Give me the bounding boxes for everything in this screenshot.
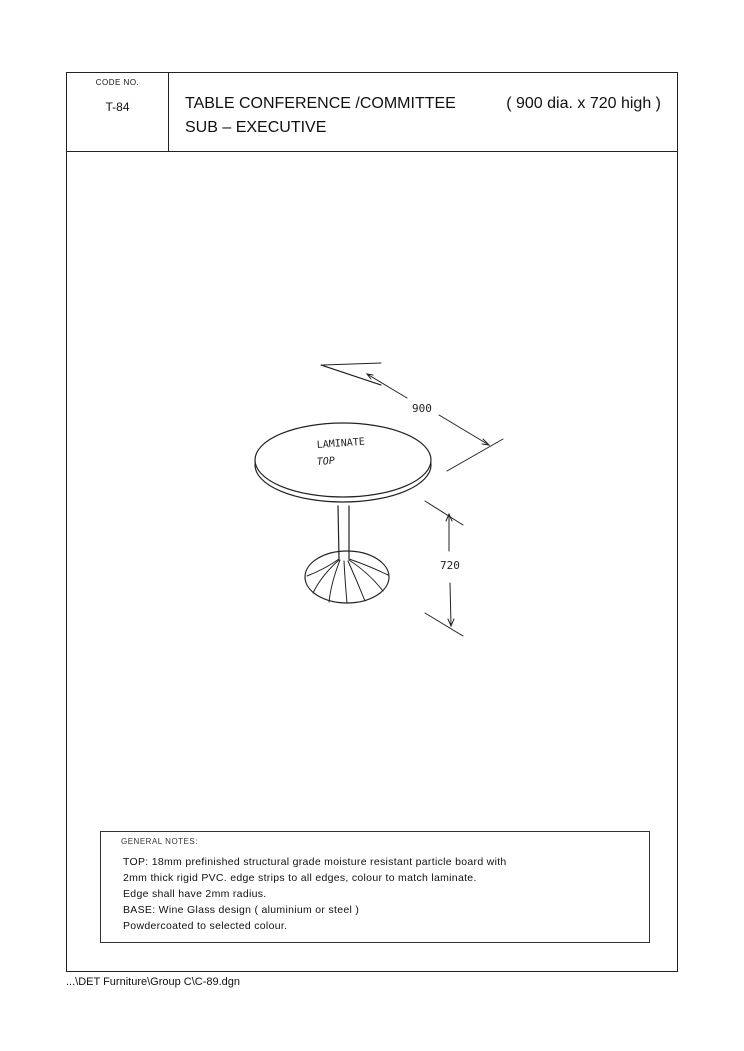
top-label: TOP [316, 455, 336, 468]
product-subtitle: SUB – EXECUTIVE [185, 119, 327, 136]
diameter-label: 900 [412, 402, 432, 415]
product-title: TABLE CONFERENCE /COMMITTEE [185, 95, 456, 112]
note-line: 2mm thick rigid PVC. edge strips to all edges, colour to match laminate. [123, 872, 477, 884]
product-dimensions: ( 900 dia. x 720 high ) [506, 95, 661, 112]
drawing-sheet [66, 72, 678, 972]
code-value: T-84 [105, 100, 130, 114]
note-line: BASE: Wine Glass design ( aluminium or steel ) [123, 904, 360, 916]
table-top [255, 423, 431, 497]
note-line: TOP: 18mm prefinished structural grade moisture resistant particle board with [123, 856, 507, 868]
general-notes [100, 831, 650, 943]
notes-title: GENERAL NOTES: [121, 837, 198, 846]
wine-glass-base [305, 551, 389, 603]
height-label: 720 [440, 559, 460, 572]
file-path: ...\DET Furniture\Group C\C-89.dgn [66, 976, 241, 988]
note-line: Powdercoated to selected colour. [123, 920, 288, 932]
laminate-label: LAMINATE [316, 436, 366, 451]
notes-body [123, 854, 507, 934]
note-line: Edge shall have 2mm radius. [123, 888, 267, 900]
code-label: CODE NO. [95, 78, 140, 87]
